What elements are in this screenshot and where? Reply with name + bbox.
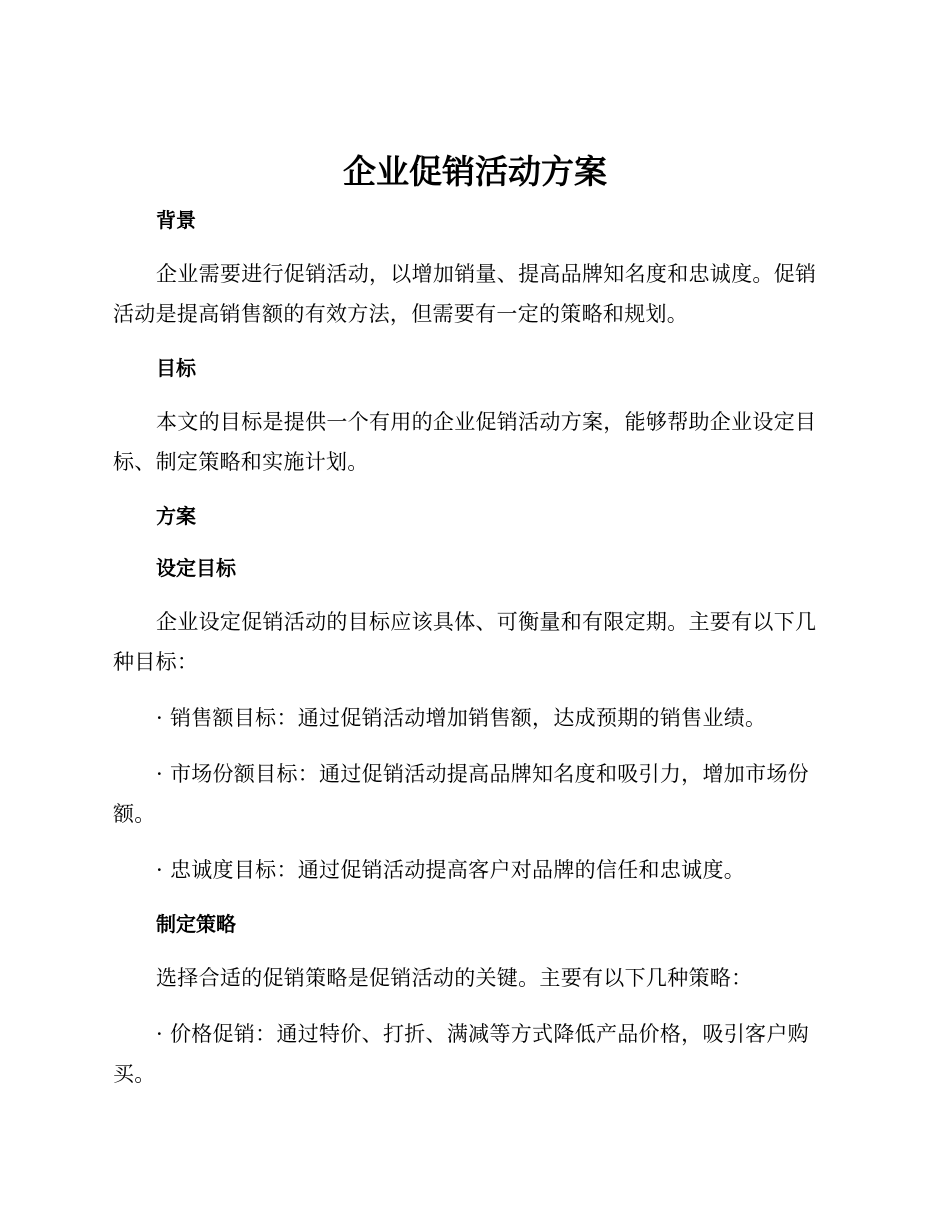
bullet-price-promotion: · 价格促销：通过特价、打折、满减等方式降低产品价格，吸引客户购买。 [113, 1022, 809, 1086]
subsection-heading-strategy: 制定策略 [156, 912, 236, 936]
subsection-heading-set-goals: 设定目标 [156, 556, 236, 580]
paragraph-background: 企业需要进行促销活动，以增加销量、提高品牌知名度和忠诚度。促销活动是提高销售额的有效方法，但需要有一定的策略和规划。 [113, 262, 817, 326]
document-body [113, 202, 833, 1110]
paragraph-goal: 本文的目标是提供一个有用的企业促销活动方案，能够帮助企业设定目标、制定策略和实施计划。 [113, 410, 817, 474]
bullet-sales-goal: · 销售额目标：通过促销活动增加销售额，达成预期的销售业绩。 [156, 706, 767, 730]
document-title: 企业促销活动方案 [343, 152, 607, 191]
section-heading-background: 背景 [156, 208, 196, 232]
section-heading-goal: 目标 [156, 356, 196, 380]
paragraph-strategy: 选择合适的促销策略是促销活动的关键。主要有以下几种策略： [156, 966, 753, 990]
bullet-loyalty-goal: · 忠诚度目标：通过促销活动提高客户对品牌的信任和忠诚度。 [156, 858, 746, 882]
section-heading-plan: 方案 [156, 504, 196, 528]
bullet-market-share-goal: · 市场份额目标：通过促销活动提高品牌知名度和吸引力，增加市场份额。 [113, 762, 809, 826]
paragraph-set-goals: 企业设定促销活动的目标应该具体、可衡量和有限定期。主要有以下几种目标： [113, 610, 817, 674]
